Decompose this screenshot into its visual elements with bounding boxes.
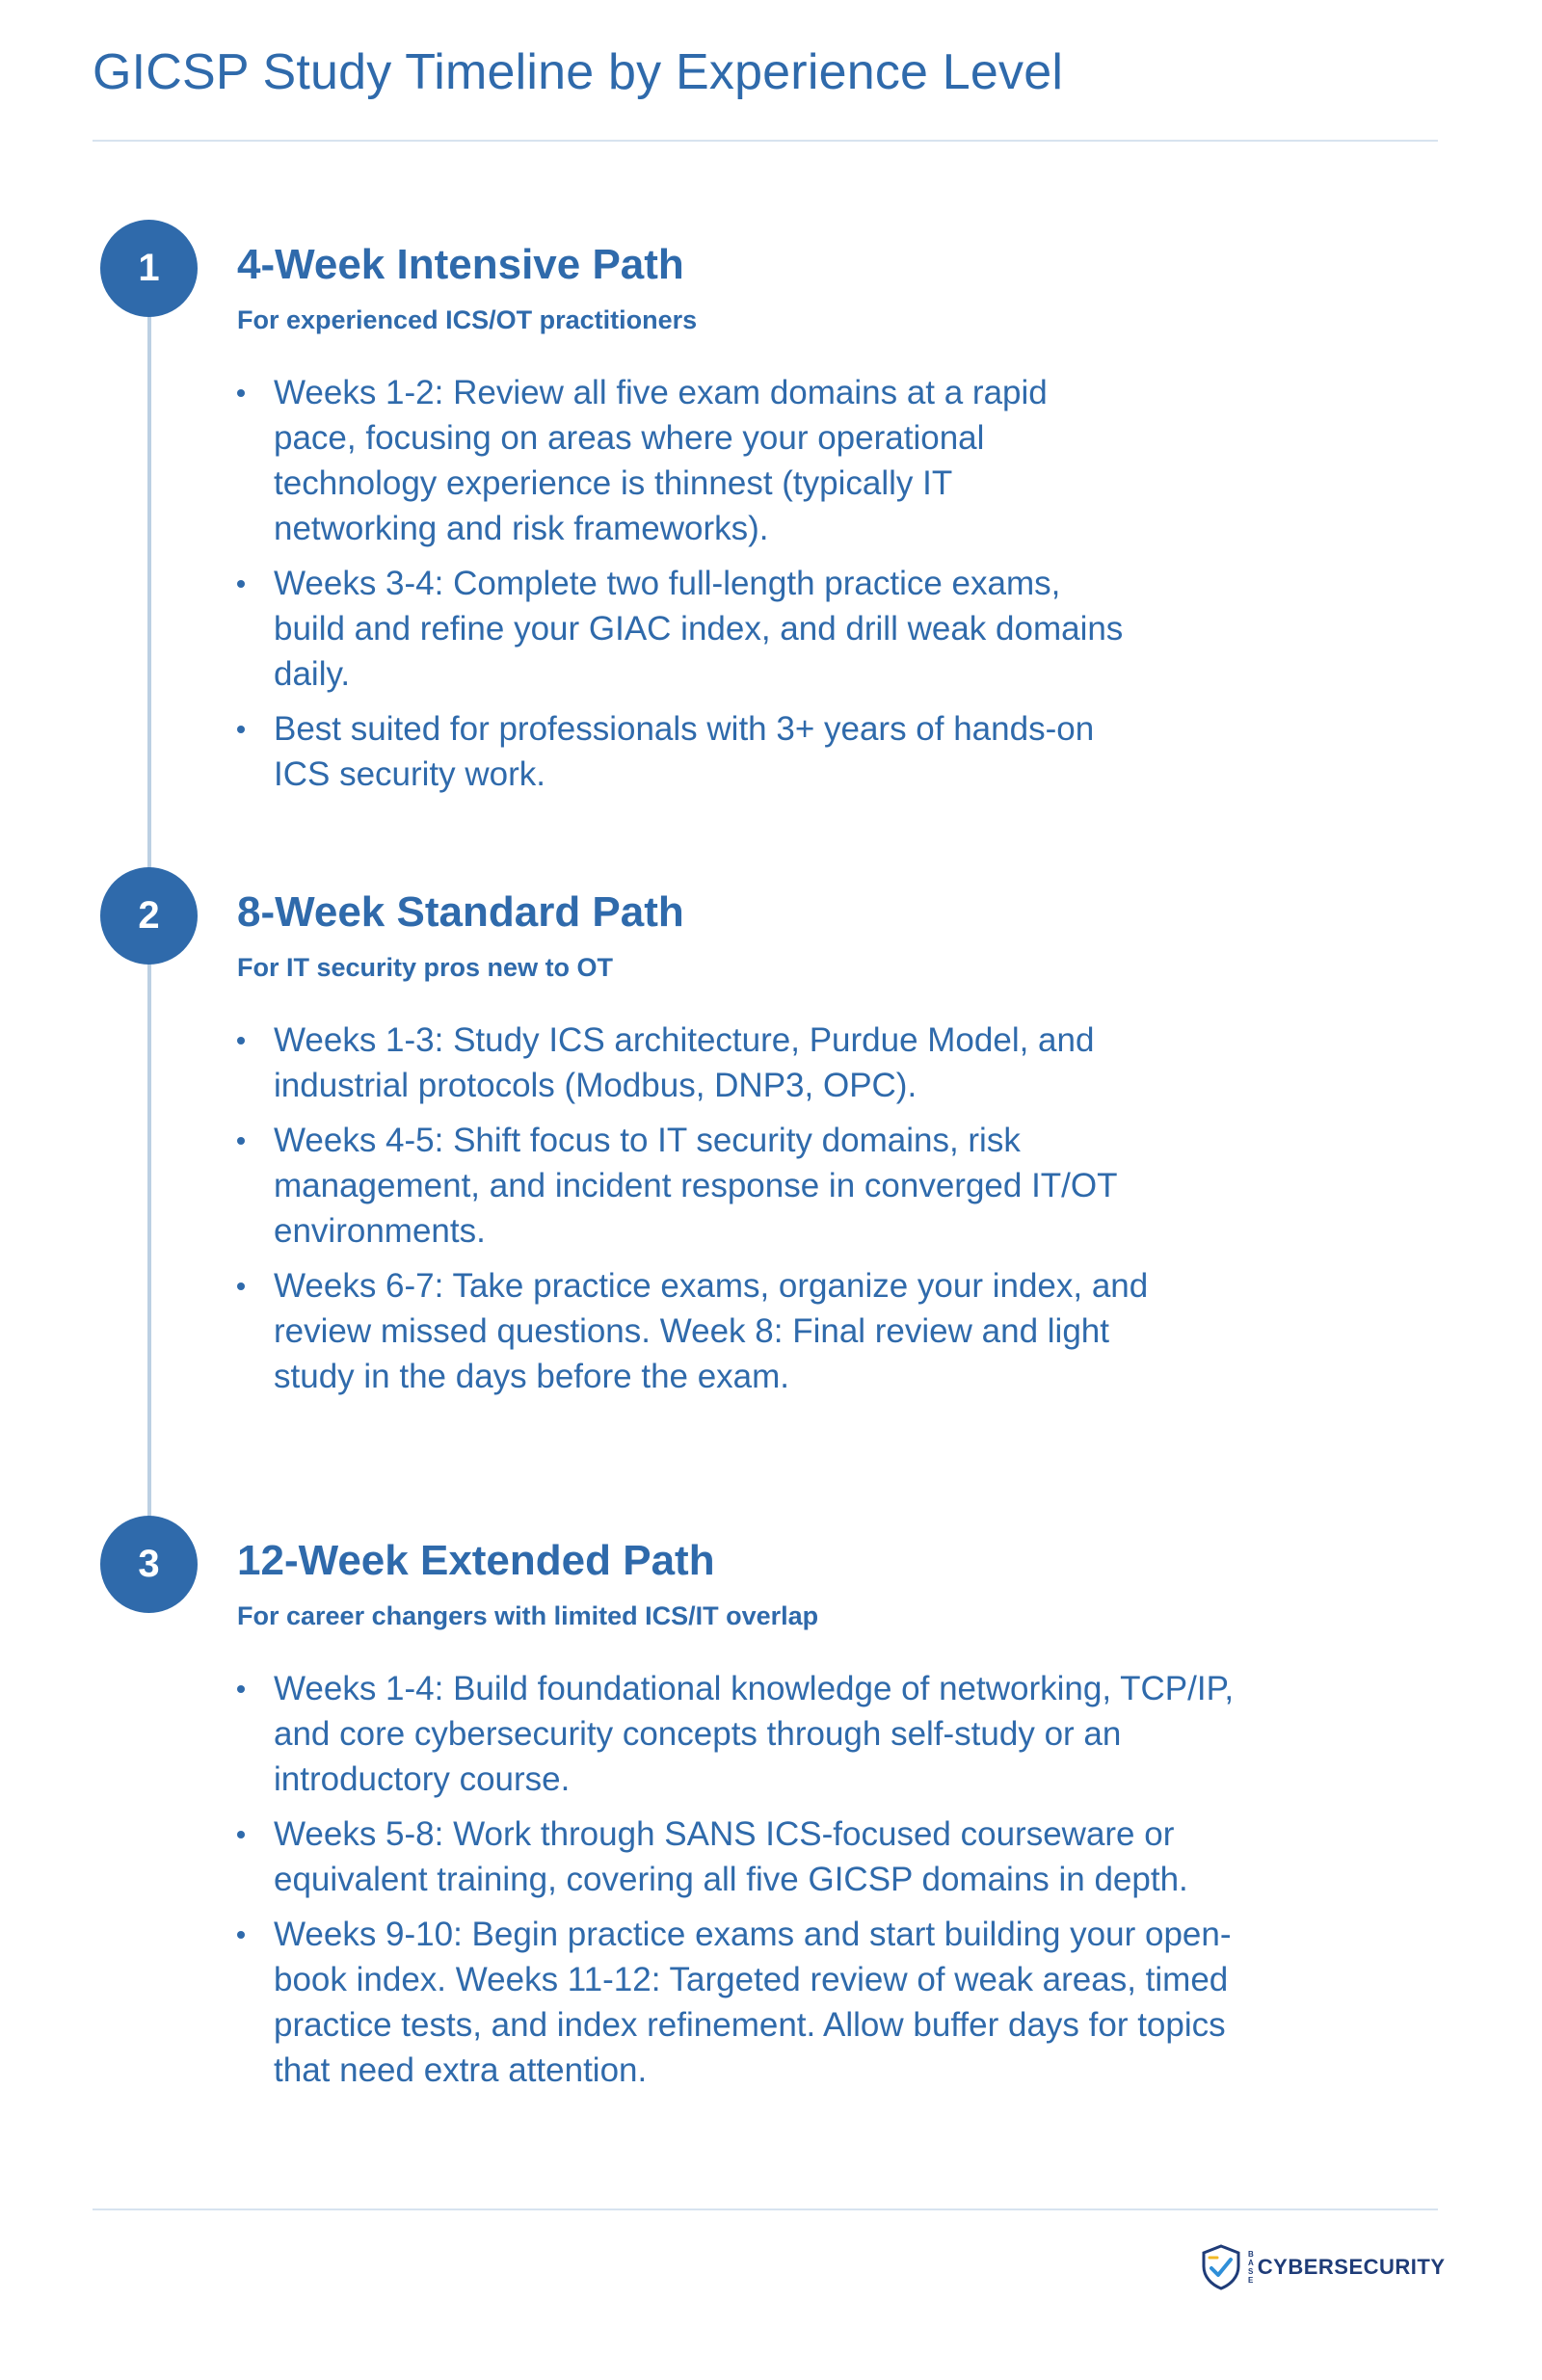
step-content (237, 867, 1297, 1409)
step-bullet-list (237, 370, 1124, 797)
step-number-badge: 3 (100, 1516, 198, 1613)
list-item: Weeks 1-4: Build foundational knowledge of networking, TCP/IP, and core cybersecurity concepts through self-study or an introductory course. (237, 1666, 1259, 1802)
list-item: Weeks 4-5: Shift focus to IT security domains, risk management, and incident response in converged IT/OT environments. (237, 1118, 1182, 1254)
logo-prefix: B A S E (1248, 2250, 1254, 2285)
brand-logo (1196, 2242, 1446, 2292)
list-item: Weeks 9-10: Begin practice exams and start building your open-book index. Weeks 11-12: Targeted review of weak areas, timed practice tests, and index refinement. Allow buffer days for topics that need extra attention. (237, 1912, 1259, 2093)
step-content (237, 1516, 1297, 2102)
logo-text: CYBERSECURITY (1257, 2255, 1446, 2279)
step-number-badge: 2 (100, 867, 198, 965)
header-divider (93, 140, 1438, 142)
step-title: 12-Week Extended Path (237, 1537, 715, 1584)
step-subtitle: For career changers with limited ICS/IT overlap (237, 1600, 819, 1630)
list-item: Weeks 3-4: Complete two full-length practice exams, build and refine your GIAC index, and drill weak domains daily. (237, 561, 1124, 697)
step-number-badge: 1 (100, 220, 198, 317)
shield-check-icon (1196, 2242, 1246, 2292)
step-subtitle: For experienced ICS/OT practitioners (237, 304, 698, 334)
step-subtitle: For IT security pros new to OT (237, 952, 614, 982)
step-bullet-list (237, 1018, 1182, 1399)
list-item: Weeks 1-3: Study ICS architecture, Purdue Model, and industrial protocols (Modbus, DNP3, OPC). (237, 1018, 1182, 1108)
footer-divider (93, 2208, 1438, 2210)
step-title: 4-Week Intensive Path (237, 241, 684, 288)
page-title: GICSP Study Timeline by Experience Level (93, 44, 1064, 100)
list-item: Weeks 5-8: Work through SANS ICS-focused courseware or equivalent training, covering all five GICSP domains in depth. (237, 1811, 1259, 1902)
step-title: 8-Week Standard Path (237, 888, 684, 936)
step-bullet-list (237, 1666, 1259, 2093)
list-item: Weeks 1-2: Review all five exam domains at a rapid pace, focusing on areas where your operational technology experience is thinnest (typically IT networking and risk frameworks). (237, 370, 1124, 551)
step-content (237, 220, 1297, 807)
list-item: Best suited for professionals with 3+ years of hands-on ICS security work. (237, 706, 1124, 797)
list-item: Weeks 6-7: Take practice exams, organize your index, and review missed questions. Week 8: Final review and light study in the days before the exam. (237, 1263, 1182, 1399)
